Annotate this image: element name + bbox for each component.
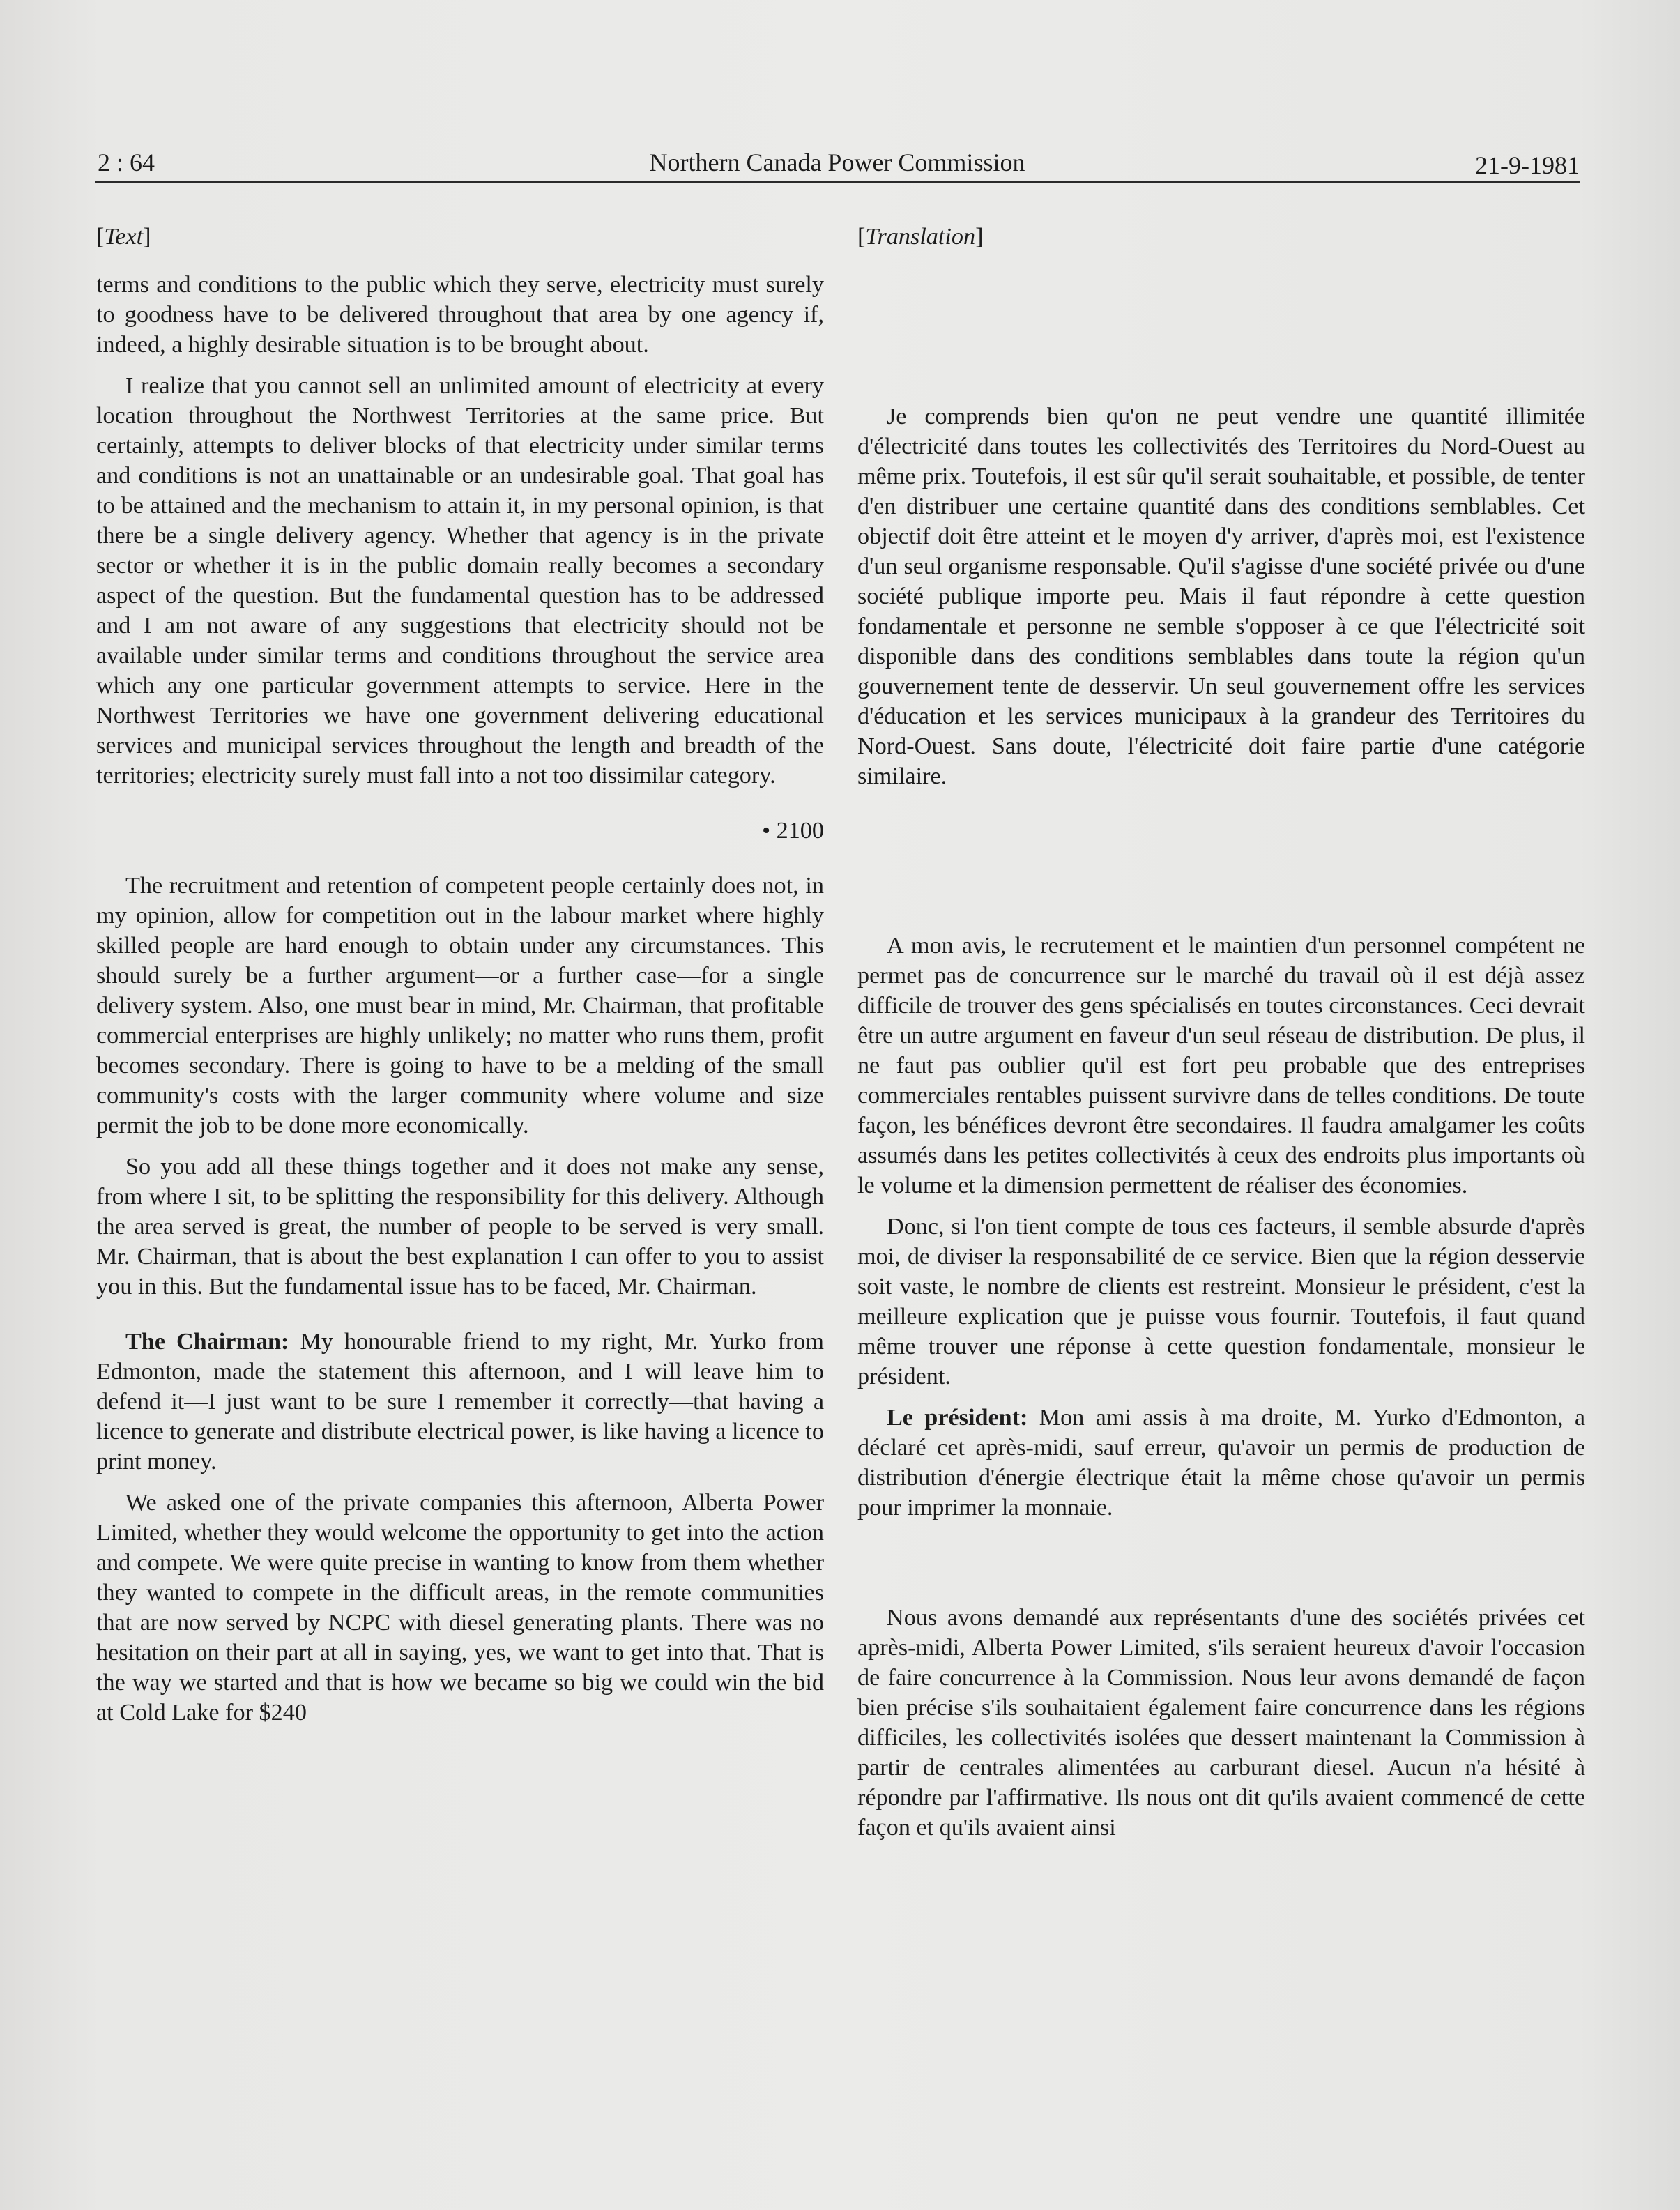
paragraph: Nous avons demandé aux représentants d'une des sociétés privées cet après-midi, Alberta Power Limited, s'ils seraient heureux d'avoir l'occasion de faire concurrence à la Commission. Nous leur avons demandé de façon bien précise s'ils souhaitaient également faire concurrence dans les régions difficiles, les collectivités isolées que dessert maintenant la Commission à partir de centrales alimentées au carburant diesel. Aucun n'a hésité à répondre par l'affirmative. Ils nous ont dit qu'ils avaient commencé de cette façon et qu'ils avaient ainsi [857, 1605, 1585, 1841]
running-header [95, 145, 1580, 183]
paragraph: A mon avis, le recrutement et le maintien d'un personnel compétent ne permet pas de concurrence sur le marché du travail où il est déjà assez difficile de trouver des gens spécialisés en toutes circonstances. Ceci devrait être un autre argument en faveur d'un seul réseau de distribution. De plus, il ne faut pas oublier qu'il est fort peu probable que des entreprises commerciales rentables puissent survivre dans de telles conditions. De toute façon, les bénéfices devront être secondaires. Il faudra amalgamer les coûts assumés dans les petites collectivités à ceux des endroits plus importants où le volume et la dimension permettent de réaliser des économies. [857, 933, 1585, 1198]
paragraph: Donc, si l'on tient compte de tous ces facteurs, il semble absurde d'après moi, de diviser la responsabilité de ce service. Bien que la région desservie soit vaste, le nombre de clients est restreint. Monsieur le président, c'est la meilleure explication que je puisse vous fournir. Toutefois, il faut quand même trouver une réponse à cette question fondamentale, monsieur le président. [857, 1214, 1585, 1389]
paragraph-text: Mon ami assis à ma droite, M. Yurko d'Edmonton, a déclaré cet après-midi, sauf erreur, qu'avoir un permis de production de distribution d'énergie électrique était la même chose qu'avoir un permis pour imprimer la monnaie. [857, 1405, 1585, 1521]
paragraph: The recruitment and retention of competent people certainly does not, in my opinion, allow for competition out in the labour market where highly skilled people are hard enough to obtain under any circumstances. This should surely be a further argument—or a further case—for a single delivery system. Also, one must bear in mind, Mr. Chairman, that profitable commercial enterprises are highly unlikely; no matter who runs them, profit becomes secondary. There is going to have to be a melding of the small community's costs with the larger community where volume and size permit the job to be done more economically. [96, 873, 824, 1138]
page-number: 2 : 64 [98, 148, 155, 176]
time-marker: • 2100 [762, 818, 824, 844]
publication-title: Northern Canada Power Commission [649, 148, 1025, 176]
paragraph-text: My honourable friend to my right, Mr. Yurko from Edmonton, made the statement this afternoon, and I will leave him to defend it—I just want to be sure I remember it correctly—that having a licence to generate and distribute electrical power, is like having a licence to print money. [96, 1329, 824, 1474]
french-column [857, 222, 1585, 1843]
column-label-text: [Text] [96, 224, 151, 250]
paragraph: So you add all these things together and it does not make any sense, from where I sit, to be splitting the responsibility for this delivery. Although the area served is great, the number of people to be served is very small. Mr. Chairman, that is about the best explanation I can offer to you to assist you in this. But the fundamental issue has to be faced, Mr. Chairman. [96, 1154, 824, 1300]
speaker-name: Le président: [887, 1405, 1028, 1431]
paragraph: Je comprends bien qu'on ne peut vendre une quantité illimitée d'électricité dans toutes les collectivités des Territoires du Nord-Ouest au même prix. Toutefois, il est sûr qu'il serait souhaitable, et possible, de tenter d'en distribuer une certaine quantité dans des conditions semblables. Cet objectif doit être atteint et le moyen d'y arriver, d'après moi, est l'existence d'un seul organisme responsable. Qu'il s'agisse d'une société privée ou d'une société publique importe peu. Mais il faut répondre à cette question fondamentale et personne ne semble s'opposer à ce que l'électricité soit disponible dans des conditions semblables dans toute la région qu'un gouvernement tente de desservir. Un seul gouvernement offre les services d'éducation et les services municipaux à la grandeur des Territoires du Nord-Ouest. Sans doute, l'électricité doit faire partie d'une catégorie similaire. [857, 404, 1585, 789]
speaker-paragraph [857, 1403, 1585, 1523]
session-date: 21-9-1981 [1475, 151, 1580, 179]
speaker-name: The Chairman: [125, 1329, 289, 1355]
paragraph: terms and conditions to the public which they serve, electricity must surely to goodness have to be delivered throughout that area by one agency if, indeed, a highly desirable situation is to be brought about. [96, 272, 824, 358]
paragraph: We asked one of the private companies this afternoon, Alberta Power Limited, whether they would welcome the opportunity to get into the action and compete. We were quite precise in wanting to know from them whether they wanted to compete in the difficult areas, in the remote communities that are now served by NCPC with diesel generating plants. There was no hesitation on their part at all in saying, yes, we want to get into that. That is the way we started and that is how we became so big we could win the bid at Cold Lake for $240 [96, 1490, 824, 1725]
column-label-translation: [Translation] [857, 224, 984, 250]
speaker-paragraph [96, 1327, 824, 1477]
english-column [96, 222, 824, 1728]
paragraph: I realize that you cannot sell an unlimited amount of electricity at every location throughout the Northwest Territories at the same price. But certainly, attempts to deliver blocks of that electricity under similar terms and conditions is not an unattainable or an undesirable goal. That goal has to be attained and the mechanism to attain it, in my personal opinion, is that there be a single delivery agency. Whether that agency is in the private sector or whether it is in the public domain really becomes a secondary aspect of the question. But the fundamental question has to be addressed and I am not aware of any suggestions that electricity should not be available under similar terms and conditions throughout the service area which any one particular government attempts to service. Here in the Northwest Territories we have one government delivering educational services and municipal services throughout the length and breadth of the territories; electricity surely must fall into a not too dissimilar category. [96, 373, 824, 788]
